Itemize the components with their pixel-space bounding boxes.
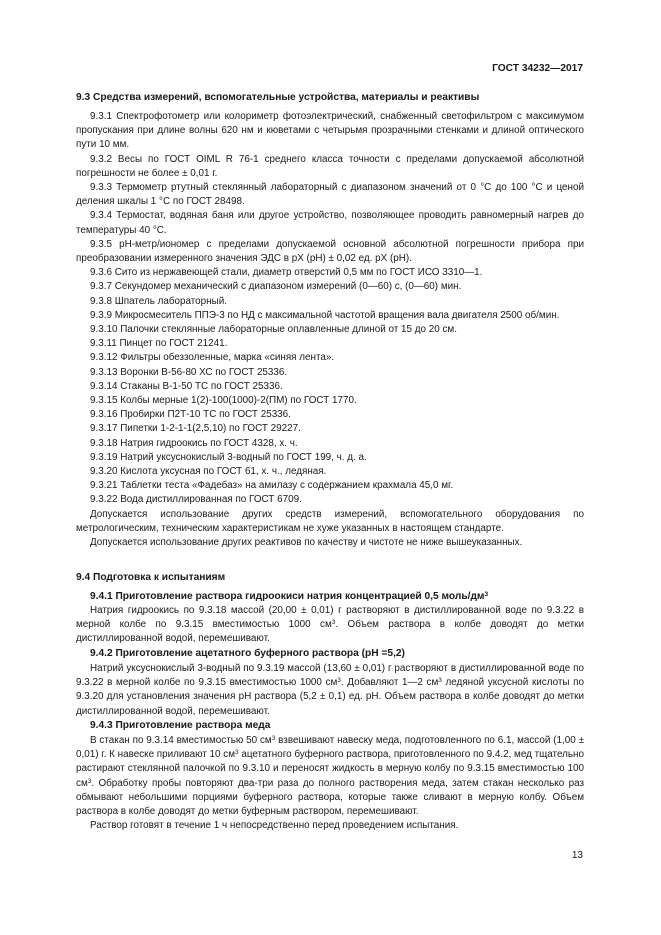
item-9-3-5: 9.3.5 pH-метр/иономер с пределами допускаемой основной абсолютной погрешности прибора при преобразовании измеренного значения ЭДС в pX (pH) ± 0,02 ед. pX (pH). (76, 238, 584, 265)
paragraph-9-4-1: Натрия гидроокись по 9.3.18 массой (20,00 ± 0,01) г растворяют в дистиллированной воде по 9.3.22 в мерной колбе по 9.3.15 вместимостью 1000 $см^3$. Объем раствора в колбе доводят до метки дистиллированной водой, перемешивают. (76, 605, 584, 645)
section-9-4-3-body (76, 734, 584, 833)
item-9-3-6: 9.3.6 Сито из нержавеющей стали, диаметр отверстий 0,5 мм по ГОСТ ИСО 3310—1. (90, 267, 483, 279)
item-9-3-15: 9.3.15 Колбы мерные 1(2)-100(1000)-2(ПМ) по ГОСТ 1770. (90, 395, 357, 407)
item-9-3-13: 9.3.13 Воронки В-56-80 ХС по ГОСТ 25336. (90, 366, 288, 378)
page-number: 13 (571, 850, 583, 861)
section-9-3-body (76, 110, 584, 550)
item-9-3-12: 9.3.12 Фильтры обеззоленные, марка «синяя лента». (90, 352, 335, 364)
item-9-3-3: 9.3.3 Термометр ртутный стеклянный лабораторный с диапазоном значений от 0 °С до 100 °С и ценой деления шкалы 1 °С по ГОСТ 28498. (76, 182, 584, 208)
document-code: ГОСТ 34232—2017 (492, 63, 583, 74)
note-other-reagents: Допускается использование других реактивов по качеству и чистоте не ниже вышеуказанных. (90, 537, 523, 549)
item-9-3-7: 9.3.7 Секундомер механический с диапазоном измерений (0—60) с, (0—60) мин. (90, 281, 462, 293)
paragraph-9-4-3-final: Раствор готовят в течение 1 ч непосредственно перед проведением испытания. (90, 820, 459, 832)
note-other-instruments: Допускается использование других средств измерений, вспомогательного оборудования по метрологическим, техническим характеристикам не хуже указанных в настоящем стандарте. (76, 508, 584, 534)
section-9-4-1-body (76, 604, 584, 647)
paragraph-9-4-2: Натрий уксуснокислый 3-водный по 9.3.19 массой (13,60 ± 0,01) г растворяют в дистиллированной воде по 9.3.22 в мерной колбе по 9.3.15 вместимостью 1000 $см^3$. Добавляют 1—2 $см^3$ ледяной уксусной кислоты по 9.3.20 для установления значения pH раствора (5,2 ± 0,1) ед. pH. Объем раствора в колбе доводят до метки дистиллированной водой, перемешивают. (76, 663, 584, 717)
item-9-3-4: 9.3.4 Термостат, водяная баня или другое устройство, позволяющее проводить равномерный нагрев до температуры 40 °С. (76, 210, 584, 236)
item-9-3-2: 9.3.2 Весы по ГОСТ OIML R 76-1 среднего класса точности с пределами допускаемой абсолютной погрешности не более ± 0,01 г. (76, 153, 584, 179)
item-9-3-22: 9.3.22 Вода дистиллированная по ГОСТ 6709. (90, 494, 302, 506)
section-9-4-1-title: 9.4.1 Приготовление раствора гидроокиси натрия концентрацией 0,5 моль/$дм^3$ (90, 591, 489, 602)
section-9-3-title: 9.3 Средства измерений, вспомогательные устройства, материалы и реактивы (76, 92, 480, 103)
item-9-3-16: 9.3.16 Пробирки П2Т-10 ТС по ГОСТ 25336. (90, 409, 291, 421)
item-9-3-20: 9.3.20 Кислота уксусная по ГОСТ 61, х. ч., ледяная. (90, 466, 327, 478)
item-9-3-8: 9.3.8 Шпатель лабораторный. (90, 295, 227, 307)
paragraph-9-4-3: В стакан по 9.3.14 вместимостью 50 $см^3$ взвешивают навеску меда, подготовленного по 6.1, массой (1,00 ± 0,01) г. К навеске приливают 10 $см^3$ ацетатного буферного раствора, приготовленного по 9.4.2, мед тщательно растирают стеклянной палочкой по 9.3.10 и переносят жидкость в мерную колбу по 9.3.15 вместимостью 100 $см^3$. Обработку пробы повторяют два-три раза до полного растворения меда, затем стакан несколько раз обмывают небольшими порциями буферного раствора, которые также сливают в мерную колбу. Объем раствора в колбе доводят до метки буферным раствором, перемешивают. (76, 735, 584, 818)
item-9-3-10: 9.3.10 Палочки стеклянные лабораторные оплавленные длиной от 15 до 20 см. (90, 324, 457, 336)
section-9-4-2-title: 9.4.2 Приготовление ацетатного буферного раствора (pH =5,2) (90, 648, 405, 659)
section-9-4-3-title: 9.4.3 Приготовление раствора меда (90, 720, 271, 731)
item-9-3-17: 9.3.17 Пипетки 1-2-1-1(2,5,10) по ГОСТ 29227. (90, 423, 301, 435)
item-9-3-1: 9.3.1 Спектрофотометр или колориметр фотоэлектрический, снабженный светофильтром с максимумом пропускания при длине волны 620 нм и кюветами с четырьмя прозрачными стенками и длиной оптического пути 10 мм. (76, 111, 584, 151)
item-9-3-14: 9.3.14 Стаканы В-1-50 ТС по ГОСТ 25336. (90, 380, 283, 392)
item-9-3-11: 9.3.11 Пинцет по ГОСТ 21241. (90, 338, 228, 350)
item-9-3-21: 9.3.21 Таблетки теста «Фадебаз» на амилазу с содержанием крахмала 45,0 мг. (90, 480, 454, 492)
section-9-4-title: 9.4 Подготовка к испытаниям (76, 572, 226, 583)
item-9-3-19: 9.3.19 Натрий уксуснокислый 3-водный по ГОСТ 199, ч. д. а. (90, 451, 367, 463)
item-9-3-18: 9.3.18 Натрия гидроокись по ГОСТ 4328, х. ч. (90, 437, 298, 449)
section-9-4-2-body (76, 662, 584, 719)
item-9-3-9: 9.3.9 Микросмеситель ППЭ-3 по НД с максимальной частотой вращения вала двигателя 2500 об/мин. (90, 309, 560, 321)
